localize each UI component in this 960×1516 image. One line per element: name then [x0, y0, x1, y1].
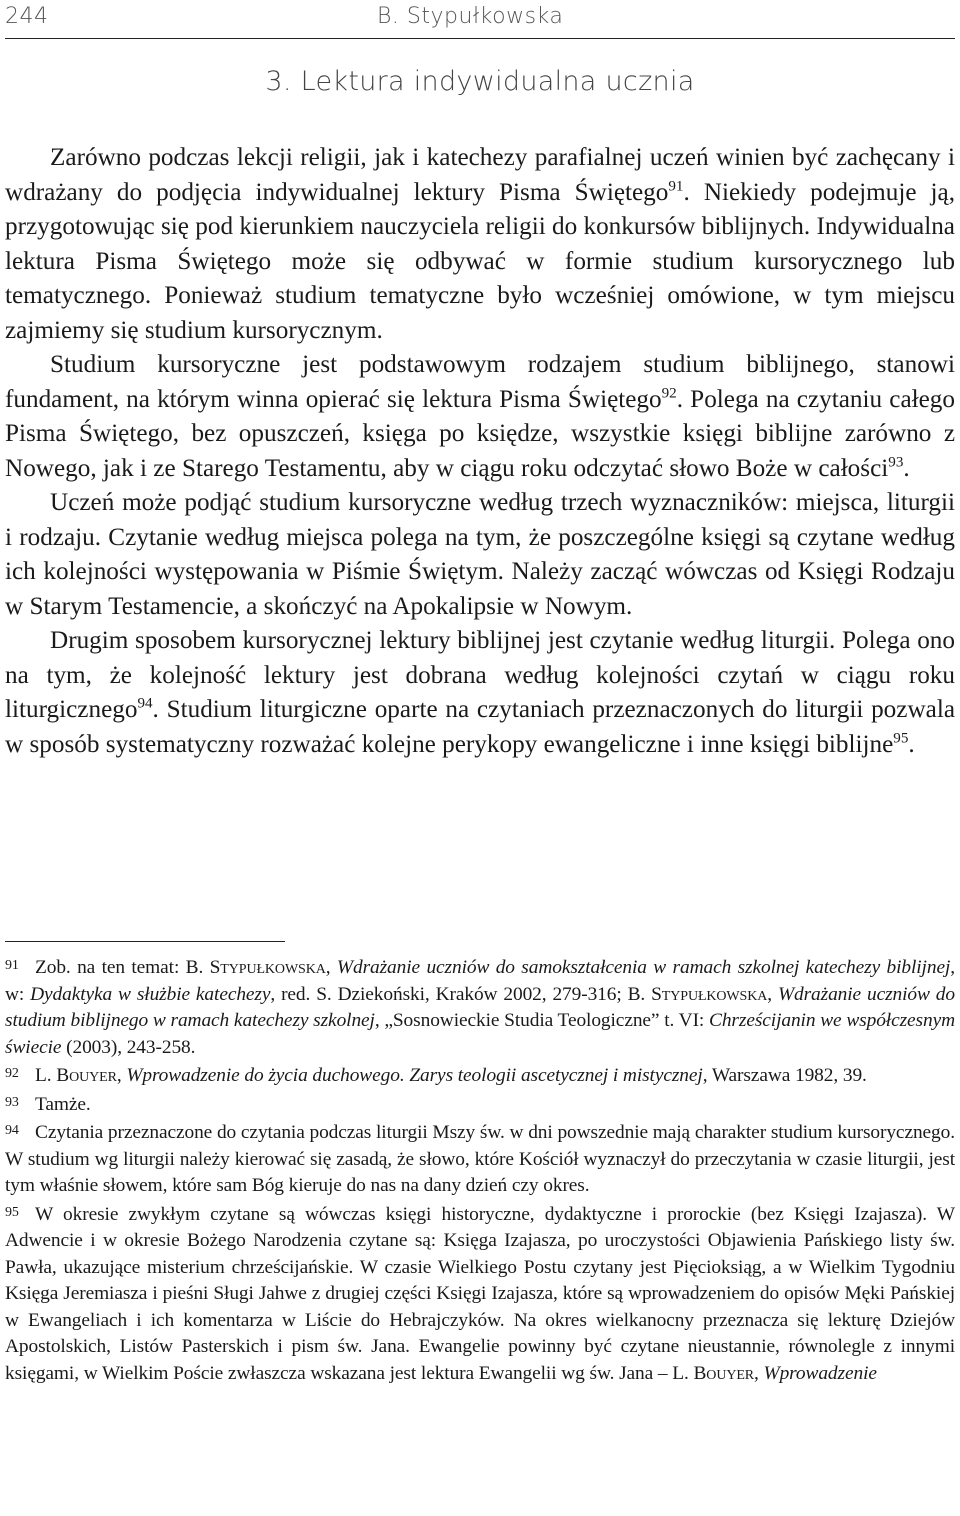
footnote-text: ,	[325, 957, 337, 978]
body-text-run: . Niekiedy podejmuje ją, przygotowując się pod kierunkiem nauczyciela religii do konkursów biblijnych. Indywidualna lektura Pisma Świętego może się odbywać w formie studium kursorycznego lub tematycznego. Ponieważ studium tematyczne było wcześniej omówione, w tym miejscu zajmiemy się studium kursorycznym.	[5, 178, 956, 344]
body-text-run: .	[908, 730, 915, 758]
footnote	[5, 1061, 955, 1090]
author-name: Bouyer	[56, 1065, 117, 1086]
footnotes	[5, 953, 955, 1387]
footnote-text: , „Sosnowieckie Studia Teologiczne” t. VI:	[374, 1010, 709, 1031]
footnote-text: Zob. na ten temat: B.	[35, 957, 210, 978]
footnote-text-italic: Chrześcijanin we współczesnym świecie	[5, 1010, 955, 1058]
running-head-author: B. Stypułkowska	[377, 4, 564, 29]
footnote	[5, 1118, 955, 1200]
footnote-reference: 95	[893, 730, 909, 747]
footnote-text: Czytania przeznaczone do czytania podczas liturgii Mszy św. w dni powszednie mają charakter studium kursorycznego. W studium wg liturgii należy kierować się zasadą, że słowo, które Kościół wyznaczył do przeczytania w czasie liturgii, jest tym właśnie słowem, które sam Bóg kieruje do nas na dany dzień czy okres.	[5, 1122, 955, 1196]
footnote-reference: 93	[888, 454, 904, 471]
footnote-text-italic: Dydaktyka w służbie katechezy	[30, 983, 271, 1005]
footnote-number: 93	[5, 1094, 19, 1110]
author-name: Stypułkowska	[651, 983, 768, 1005]
body-text-run: Drugim sposobem kursorycznej lektury biblijnej jest czytanie według liturgii. Polega ono na tym, że kolejność lektury jest dobrana według kolejności czytań w ciągu roku liturgicznego	[5, 627, 955, 723]
section-title: 3. Lektura indywidualna ucznia	[265, 66, 695, 97]
footnote-text: W okresie zwykłym czytane są wówczas księgi historyczne, dydaktyczne i prorockie (bez Księgi Izajasza). W Adwencie i w okresie Bożego Narodzenia czytane są: Księga Izajasza, po uroczystości Objawienia Pańskiego listy św. Pawła, ukazujące misterium chrześcijańskie. W czasie Wielkiego Postu czytany jest Pięcioksiąg, a w Wielkim Tygodniu Księga Jeremiasza i pieśni Sługi Jahwe z drugiej części Księgi Izajasza, które są wprowadzeniem do opisów Męki Pańskiej w Ewangeliach i ich komentarza w Liście do Hebrajczyków. Na okres wielkanocny przeznacza się lekturę Dziejów Apostolskich, Listów Pasterskich i pism św. Jana. Ewangelie powinny być czytane nieustannie, równolegle z innymi księgami, w Wielkim Poście zwłaszcza wskazana jest lektura Ewangelii wg św. Jana – L.	[5, 1203, 955, 1384]
footnote	[5, 953, 955, 1061]
running-head	[5, 2, 955, 39]
footnote-reference: 91	[668, 178, 684, 195]
footnote-text: , Warszawa 1982, 39.	[702, 1065, 867, 1086]
body-text-run: .	[903, 454, 910, 482]
footnote-text-italic: Wprowadzenie do życia duchowego. Zarys teologii ascetycznej i mistycznej	[126, 1065, 703, 1086]
footnote-text: ,	[767, 983, 778, 1005]
footnote-number: 91	[5, 958, 19, 973]
page-number: 244	[5, 4, 49, 29]
footnote-reference: 92	[661, 385, 677, 402]
footnote-separator	[5, 941, 285, 942]
footnote-text: ,	[116, 1065, 127, 1086]
footnote-text-italic: Wprowadzenie	[763, 1362, 877, 1384]
footnote-number: 95	[5, 1204, 19, 1220]
author-name: Bouyer	[693, 1362, 755, 1384]
body-paragraph	[5, 486, 955, 624]
footnote-text: (2003), 243-258.	[61, 1036, 196, 1058]
author-name: Stypułkowska	[209, 957, 326, 978]
footnote-reference: 94	[137, 695, 153, 712]
footnote-text: Tamże.	[35, 1093, 91, 1115]
footnote-text: , w:	[5, 957, 955, 1005]
body-text-run: . Polega na czytaniu całego Pisma Świętego, bez opuszczeń, księga po księdze, wszystkie księgi biblijne zarówno z Nowego, jak i ze Starego Testamentu, aby w ciągu roku odczytać słowo Boże w całości	[5, 385, 955, 482]
footnote-number: 92	[5, 1066, 19, 1081]
footnote-text-italic: Wdrażanie uczniów do samokształcenia w ramach szkolnej katechezy biblijnej	[336, 957, 951, 978]
body-paragraph	[5, 141, 955, 348]
body-text-run: Zarówno podczas lekcji religii, jak i katechezy parafialnej uczeń winien być zachęcany i wdrażany do podjęcia indywidualnej lektury Pisma Świętego	[5, 144, 955, 206]
body-paragraph	[5, 624, 955, 762]
footnote-text-italic: Wdrażanie uczniów do studium biblijnego w ramach katechezy szkolnej	[5, 983, 955, 1031]
body-text-run: Uczeń może podjąć studium kursoryczne według trzech wyznaczników: miejsca, liturgii i rodzaju. Czytanie według miejsca polega na tym, że poszczególne księgi są czytane według ich kolejności występowania w Piśmie Świętym. Należy zacząć wówczas od Księgi Rodzaju w Starym Testamencie, a skończyć na Apokalipsie w Nowym.	[5, 489, 955, 620]
footnote-text: ,	[754, 1362, 764, 1384]
footnote	[5, 1200, 955, 1388]
body-paragraph	[5, 348, 955, 486]
body-text-run: . Studium liturgiczne oparte na czytaniach przeznaczonych do liturgii pozwala w sposób systematyczny rozważać kolejne perykopy ewangeliczne i inne księgi biblijne	[5, 696, 955, 758]
body-text	[5, 141, 955, 762]
footnote-text: , red. S. Dziekoński, Kraków 2002, 279-316; B.	[270, 983, 652, 1005]
footnote-number: 94	[5, 1123, 19, 1138]
body-text-run: Studium kursoryczne jest podstawowym rodzajem studium biblijnego, stanowi fundament, na którym winna opierać się lektura Pisma Świętego	[5, 351, 955, 413]
footnote	[5, 1090, 955, 1119]
footnote-text: L.	[35, 1065, 57, 1086]
